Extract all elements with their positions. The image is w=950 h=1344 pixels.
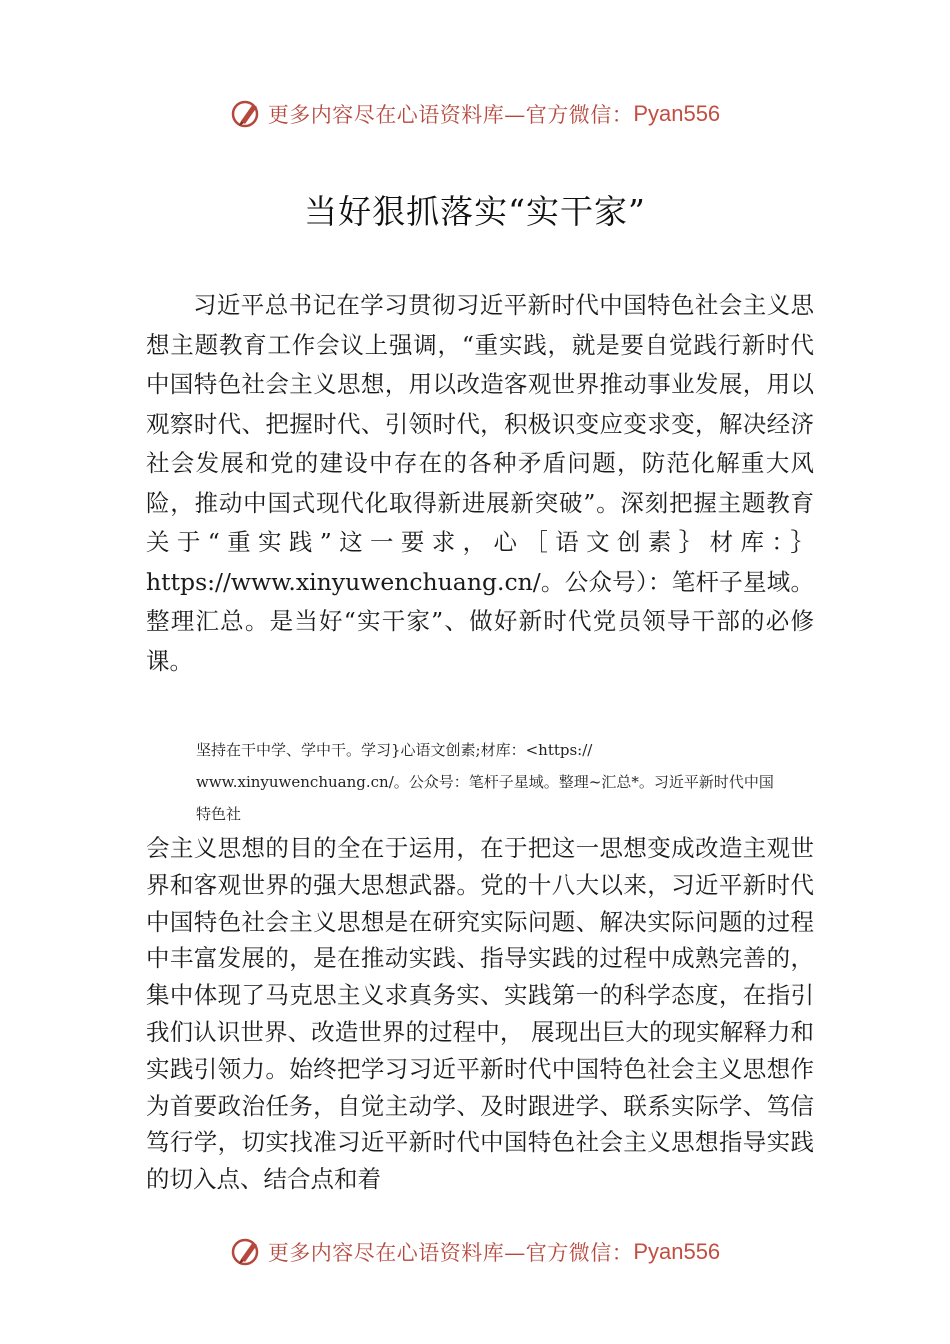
note-line-1: 坚持在干中学、学中干。学习}心语文创素;材库：<https://: [196, 741, 593, 759]
header-banner: [0, 94, 950, 134]
pen-logo-icon: [230, 97, 264, 131]
header-banner-wechat-id: Pyan556: [633, 101, 721, 126]
inserted-note: [196, 734, 836, 830]
header-banner-text: 更多内容尽在心语资料库—官方微信：: [267, 103, 634, 127]
footer-banner-text: 更多内容尽在心语资料库—官方微信：: [267, 1241, 634, 1265]
note-line-2: www.xinyuwenchuang.cn/。公众号：笔杆子星域。整理~汇总*。习近平新时代中国: [196, 773, 774, 791]
paragraph-2: 会主义思想的目的全在于运用，在于把这一思想变成改造主观世界和客观世界的强大思想武器。党的十八大以来，习近平新时代中国特色社会主义思想是在研究实际问题、解决实际问题的过程中丰富发展的，是在推动实践、指导实践的过程中成熟完善的，集中体现了马克思主义求真务实、实践第一的科学态度，在指引我们认识世界、改造世界的过程中， 展现出巨大的现实解释力和实践引领力。始终把学习习近平新时代中国特色社会主义思想作为首要政治任务，自觉主动学、及时跟进学、联系实际学、笃信笃行学，切实找准习近平新时代中国特色社会主义思想指导实践的切入点、结合点和着: [146, 834, 814, 1194]
paragraph-1: 习近平总书记在学习贯彻习近平新时代中国特色社会主义思想主题教育工作会议上强调，“重实践，就是要自觉践行新时代中国特色社会主义思想，用以改造客观世界推动事业发展，用以观察时代、把握时代、引领时代，积极识变应变求变，解决经济社会发展和党的建设中存在的各种矛盾问题，防范化解重大风险，推动中国式现代化取得新进展新突破”。深刻把握主题教育关于“重实践”这一要求，心［语文创素｝材库：｝https://www.xinyuwenchuang.cn/。公众号）：笔杆子星域。整理汇总。是当好“实干家”、做好新时代党员领导干部的必修课。: [146, 291, 814, 675]
document-title: 当好狠抓落实“实干家”: [304, 192, 646, 231]
note-line-3: 特色社: [196, 805, 242, 823]
footer-banner-wechat-id: Pyan556: [633, 1239, 721, 1264]
footer-banner: [0, 1232, 950, 1272]
pen-logo-icon: [230, 1235, 264, 1269]
